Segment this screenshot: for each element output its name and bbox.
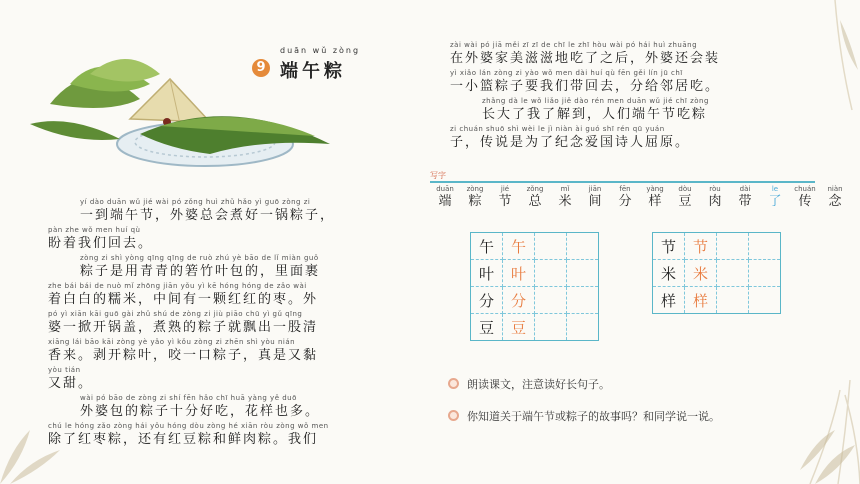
grid-empty-cell bbox=[535, 287, 567, 314]
pinyin: zài wài pó jiā měi zī zī de chī le zhī hòu wài pó hái huì zhuāng bbox=[450, 41, 698, 49]
write-char-pinyin: zǒng bbox=[526, 185, 544, 193]
write-char-pinyin: chuán bbox=[794, 185, 816, 193]
hanzi: 一到端午节，外婆总会煮好一锅粽子， bbox=[80, 208, 336, 223]
write-char bbox=[490, 184, 520, 210]
write-char bbox=[550, 184, 580, 210]
reading-line bbox=[48, 365, 93, 393]
pinyin: chú le hóng zǎo zòng hái yǒu hóng dòu zòng hé xiān ròu zòng wǒ men bbox=[48, 422, 329, 430]
write-bar-line bbox=[430, 181, 815, 183]
write-char-hanzi: 带 bbox=[738, 194, 752, 209]
write-char-hanzi: 念 bbox=[828, 194, 842, 209]
write-char bbox=[820, 184, 850, 210]
task-text: 朗读课文，注意读好长句子。 bbox=[467, 378, 610, 391]
pinyin: yí dào duān wǔ jié wài pó zǒng huì zhǔ hǎo yì guō zòng zi bbox=[80, 198, 311, 206]
grid-empty-cell bbox=[749, 260, 781, 287]
write-characters-bar bbox=[430, 171, 843, 212]
write-char-hanzi: 分 bbox=[618, 194, 632, 209]
grid-char: 分 bbox=[471, 287, 503, 314]
hanzi: 长大了我了解到，人们端午节吃粽 bbox=[482, 107, 708, 122]
pinyin: wài pó bāo de zòng zi shí fēn hǎo chī huā yàng yě duō bbox=[80, 394, 297, 402]
tracing-grid-right bbox=[652, 232, 781, 314]
grid-empty-cell bbox=[567, 287, 599, 314]
reading-line bbox=[450, 68, 720, 96]
write-char-hanzi: 豆 bbox=[678, 194, 692, 209]
write-char-hanzi: 米 bbox=[558, 194, 572, 209]
pinyin: xiāng lái bāo kāi zòng yè yǎo yì kǒu zòng zi zhēn shì yòu nián bbox=[48, 338, 296, 346]
hanzi: 子，传说是为了纪念爱国诗人屈原。 bbox=[450, 135, 691, 150]
hanzi: 盼着我们回去。 bbox=[48, 236, 154, 251]
write-char-hanzi: 间 bbox=[588, 194, 602, 209]
reading-line bbox=[482, 96, 709, 124]
write-char-hanzi: 节 bbox=[498, 194, 512, 209]
lesson-title-text: 端午粽 bbox=[280, 61, 346, 82]
write-char bbox=[610, 184, 640, 210]
grid-char: 午 bbox=[471, 233, 503, 260]
write-character-list bbox=[430, 184, 850, 210]
hanzi: 着白白的糯米，中间有一颗红红的枣。外 bbox=[48, 292, 319, 307]
hanzi: 香来。剥开粽叶，咬一口粽子，真是又黏 bbox=[48, 348, 319, 363]
write-char-hanzi: 样 bbox=[648, 194, 662, 209]
pinyin: zhe bái bái de nuò mǐ zhōng jiān yǒu yì kē hóng hóng de zǎo wài bbox=[48, 282, 307, 290]
grid-row bbox=[653, 233, 781, 260]
reading-line bbox=[48, 225, 153, 253]
grid-empty-cell bbox=[567, 233, 599, 260]
grid-empty-cell bbox=[535, 233, 567, 260]
grid-char: 节 bbox=[653, 233, 685, 260]
reading-line bbox=[48, 421, 329, 449]
task-item bbox=[448, 376, 610, 392]
write-char-pinyin: duān bbox=[436, 185, 454, 193]
pinyin: yì xiǎo lán zòng zi yào wǒ men dài huí qù fēn gěi lín jū chī bbox=[450, 69, 683, 77]
grid-model-char: 豆 bbox=[503, 314, 535, 341]
write-char-hanzi: 传 bbox=[798, 194, 812, 209]
write-char-pinyin: yàng bbox=[646, 185, 664, 193]
hanzi: 除了红枣粽，还有红豆粽和鲜肉粽。我们 bbox=[48, 432, 319, 447]
reading-line bbox=[48, 337, 318, 365]
reading-line bbox=[80, 197, 335, 225]
pinyin: pàn zhe wǒ men huí qù bbox=[48, 226, 141, 234]
grid-empty-cell bbox=[749, 287, 781, 314]
write-char bbox=[700, 184, 730, 210]
write-char-pinyin: le bbox=[771, 185, 779, 193]
hanzi: 又甜。 bbox=[48, 376, 94, 391]
grid-empty-cell bbox=[717, 233, 749, 260]
grid-row bbox=[653, 287, 781, 314]
grid-empty-cell bbox=[535, 314, 567, 341]
hanzi: 粽子是用青青的箬竹叶包的，里面裹 bbox=[80, 264, 321, 279]
reading-line bbox=[80, 393, 320, 421]
write-label: 写字 bbox=[430, 171, 446, 180]
grid-empty-cell bbox=[567, 260, 599, 287]
grid-model-char: 分 bbox=[503, 287, 535, 314]
grid-char: 叶 bbox=[471, 260, 503, 287]
write-char-hanzi: 总 bbox=[528, 194, 542, 209]
lesson-title-pinyin: duān wǔ zòng bbox=[280, 46, 361, 55]
grid-empty-cell bbox=[749, 233, 781, 260]
write-char-pinyin: mǐ bbox=[560, 185, 570, 193]
write-char-pinyin: ròu bbox=[709, 185, 721, 193]
grid-row bbox=[471, 287, 599, 314]
grid-row bbox=[471, 314, 599, 341]
reading-line bbox=[48, 309, 318, 337]
grid-model-char: 样 bbox=[685, 287, 717, 314]
grid-row bbox=[471, 260, 599, 287]
hanzi: 一小篮粽子要我们带回去，分给邻居吃。 bbox=[450, 79, 721, 94]
pinyin: zhǎng dà le wǒ liǎo jiě dào rén men duān wǔ jié chī zòng bbox=[482, 97, 709, 105]
write-char bbox=[760, 184, 790, 210]
write-char-pinyin: dài bbox=[739, 185, 751, 193]
hanzi: 在外婆家美滋滋地吃了之后，外婆还会装 bbox=[450, 51, 721, 66]
write-char-hanzi: 端 bbox=[438, 194, 452, 209]
grid-row bbox=[653, 260, 781, 287]
grid-model-char: 叶 bbox=[503, 260, 535, 287]
write-char-hanzi: 了 bbox=[768, 194, 782, 209]
task-bullet-icon bbox=[448, 410, 459, 421]
write-char-pinyin: jié bbox=[500, 185, 510, 193]
grid-model-char: 节 bbox=[685, 233, 717, 260]
pinyin: zòng zi shì yòng qīng qīng de ruò zhú yè bāo de lǐ miàn guǒ bbox=[80, 254, 319, 262]
write-char-pinyin: zòng bbox=[466, 185, 484, 193]
pinyin: pó yì xiān kāi guō gài zhǔ shú de zòng zi jiù piāo chū yì gǔ qīng bbox=[48, 310, 303, 318]
pinyin: zi chuán shuō shì wèi le jì niàn ài guó shī rén qū yuán bbox=[450, 125, 665, 133]
task-bullet-icon bbox=[448, 378, 459, 389]
write-char bbox=[670, 184, 700, 210]
task-text: 你知道关于端午节或粽子的故事吗？和同学说一说。 bbox=[467, 410, 720, 423]
grid-char: 豆 bbox=[471, 314, 503, 341]
write-char-pinyin: niàn bbox=[827, 185, 843, 193]
grid-model-char: 米 bbox=[685, 260, 717, 287]
write-char-hanzi: 肉 bbox=[708, 194, 722, 209]
write-char bbox=[430, 184, 460, 210]
grid-row bbox=[471, 233, 599, 260]
write-char bbox=[640, 184, 670, 210]
grid-model-char: 午 bbox=[503, 233, 535, 260]
task-item bbox=[448, 408, 720, 424]
grid-empty-cell bbox=[717, 260, 749, 287]
write-char-pinyin: dòu bbox=[678, 185, 692, 193]
grid-empty-cell bbox=[535, 260, 567, 287]
grid-empty-cell bbox=[717, 287, 749, 314]
reading-line bbox=[450, 40, 720, 68]
tracing-grid-left bbox=[470, 232, 599, 341]
reading-line bbox=[80, 253, 320, 281]
hanzi: 婆一掀开锅盖，煮熟的粽子就飘出一股清 bbox=[48, 320, 319, 335]
write-char bbox=[790, 184, 820, 210]
lesson-number-badge: 9 bbox=[252, 59, 270, 77]
grid-empty-cell bbox=[567, 314, 599, 341]
pinyin: yòu tián bbox=[48, 366, 81, 374]
write-char bbox=[520, 184, 550, 210]
write-char bbox=[580, 184, 610, 210]
write-char-hanzi: 粽 bbox=[468, 194, 482, 209]
grid-char: 米 bbox=[653, 260, 685, 287]
write-char-pinyin: fēn bbox=[619, 185, 631, 193]
write-char-pinyin: jiān bbox=[588, 185, 602, 193]
write-char bbox=[730, 184, 760, 210]
reading-line bbox=[450, 124, 690, 152]
grid-char: 样 bbox=[653, 287, 685, 314]
reading-line bbox=[48, 281, 318, 309]
write-char bbox=[460, 184, 490, 210]
hanzi: 外婆包的粽子十分好吃，花样也多。 bbox=[80, 404, 321, 419]
